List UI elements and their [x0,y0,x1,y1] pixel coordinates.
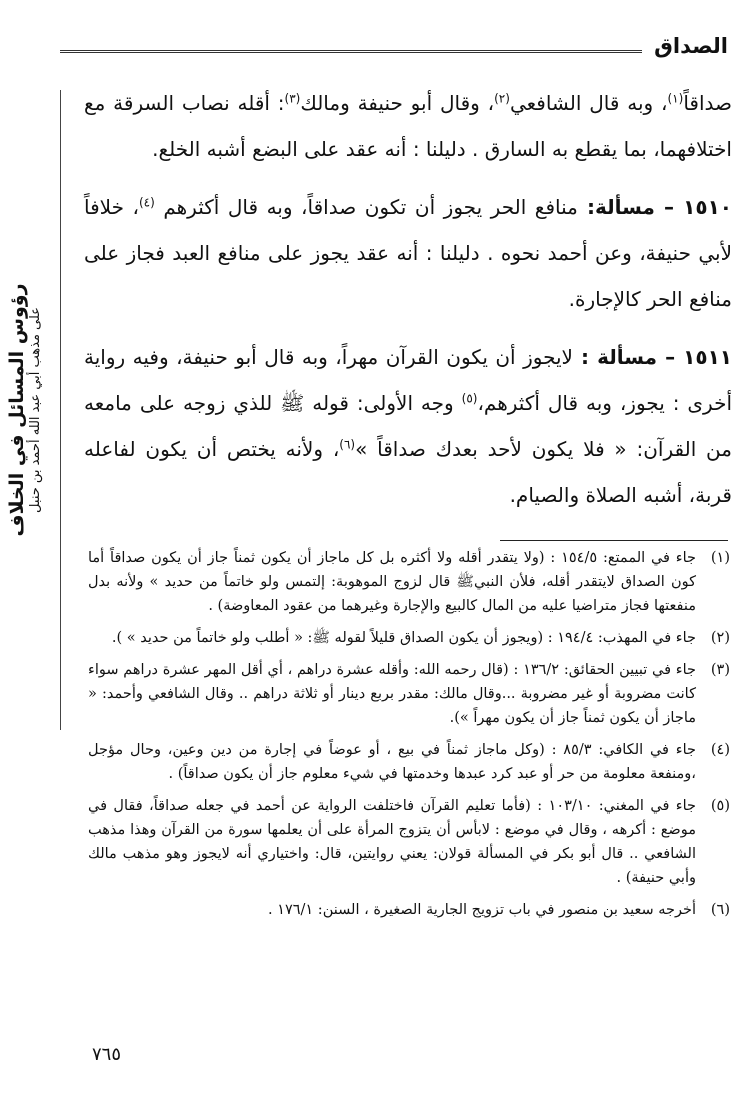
paragraph-text: وجه الأولى: قوله ﷺ للذي زوجه على مامعه من القرآن: « فلا يكون لأحد بعدك صداقاً » [84,391,732,461]
footnote-text: أخرجه سعيد بن منصور في باب تزويج الجارية الصغيرة ، السنن: ١٧٦/١ . [267,902,696,918]
footnote-ref: (١) [667,91,684,106]
paragraph-text: ، ولأنه يختص أن يكون لفاعله قربة، أشبه الصلاة والصيام. [84,437,732,507]
header-rule [60,50,642,53]
footnote [88,794,730,890]
paragraph [84,80,732,172]
footnote-text: جاء في المهذب: ١٩٤/٤ : (ويجوز أن يكون الصداق قليلاً لقوله ﷺ: « أطلب ولو خاتماً من حديد » ). [111,630,696,646]
paragraph-text: لايجوز أن يكون القرآن مهراً، وبه قال أبو حنيفة، وفيه رواية أخرى : يجوز، وبه قال أكثرهم، [84,345,733,415]
running-title [6,100,66,720]
side-running-title [4,90,76,730]
footnote-ref: (٣) [284,91,301,106]
page-header [60,34,728,64]
footnote-number: (٣) [710,662,730,678]
footnote-separator [500,540,728,541]
footnote-number: (١) [710,550,730,566]
paragraph-text: ، وبه قال الشافعي [509,91,668,115]
running-title-main: رؤوس المسائل في الخلاف [6,283,28,537]
main-text [84,80,732,530]
paragraph-text: ، خلافاً لأبي حنيفة، وعن أحمد نحوه . دليلنا : أنه عقد يجوز على منافع العبد فجاز على منافع الحر كالإجارة. [84,195,732,311]
page-number: ٧٦٥ [92,1044,122,1065]
paragraph [84,334,732,518]
chapter-title: الصداق [654,34,728,58]
paragraph-text: صداقاً [683,91,733,115]
issue-heading: ١٥١٠ – مسألة: [577,195,732,219]
paragraph-text: : أقله نصاب السرقة مع اختلافهما، بما يقطع به السارق . دليلنا : أنه عقد على البضع أشبه الخلع. [84,91,732,161]
footnote [88,738,730,786]
footnote [88,546,730,618]
footnote-text: جاء في المغني: ١٠٣/١٠ : (فأما تعليم القرآن فاختلفت الرواية عن أحمد في جعله صداقاً، فقال في موضع : أكرهه ، وقال في موضع : لابأس أن يتزوج المرأة على أن يعلمها سورة من القرآن وهذا مذهب الشافعي .. قال أبو بكر في المسألة قولان: يعني روايتين، قال: واختياري أنه لايجوز وهو مذهب مالك وأبي حنيفة) . [88,798,696,886]
footnote-text: جاء في الكافي: ٨٥/٣ : (وكل ماجاز ثمناً في بيع ، أو عوضاً في إجارة من دين وعين، وحال مؤجل ،ومنفعة معلومة من حر أو عبد كرد عبدها وخدمتها في شيء معلوم جاز أن يكون صداقاً) . [88,742,696,782]
footnote-number: (٦) [710,902,730,918]
footnote-ref: (٥) [461,391,478,406]
footnote-number: (٢) [710,630,730,646]
running-title-sub: على مذهب أبي عبد الله أحمد بن حنبل [28,307,43,513]
footnote-number: (٤) [710,742,730,758]
footnote-number: (٥) [710,798,730,814]
footnote [88,898,730,922]
footnotes [88,546,730,930]
footnote-ref: (٤) [138,195,155,210]
footnote-ref: (٢) [494,91,510,106]
issue-heading: ١٥١١ – مسألة : [572,345,732,369]
footnote [88,658,730,730]
paragraph-text: منافع الحر يجوز أن تكون صداقاً، وبه قال أكثرهم [154,195,578,219]
paragraph-text: ، وقال أبو حنيفة ومالك [300,91,495,115]
footnote-text: جاء في تبيين الحقائق: ١٣٦/٢ : (قال رحمه الله: وأقله عشرة دراهم ، أي أقل المهر عشرة دراهم سواء كانت مضروبة أو غير مضروبة ...وقال مالك: مقدر بربع دينار أو ثلاثة دراهم .. وقال الشافعي وأحمد: « ماجاز أن يكون ثمناً جاز أن يكون مهراً »). [88,662,696,726]
footnote-text: جاء في الممتع: ١٥٤/٥ : (ولا يتقدر أقله ولا أكثره بل كل ماجاز أن يكون ثمناً جاز أن يكون صداقاً أما كون الصداق لايتقدر أقله، فلأن النبيﷺ قال لزوج الموهوبة: إلتمس ولو خاتماً من حديد » ولأنه بدل منفعتها فجاز متراضيا عليه من المال كالبيع والإجارة وغيرهما من عقود المعاوضة) . [88,550,697,614]
paragraph [84,184,732,322]
footnote [88,626,730,650]
footnote-ref: (٦) [339,437,356,452]
